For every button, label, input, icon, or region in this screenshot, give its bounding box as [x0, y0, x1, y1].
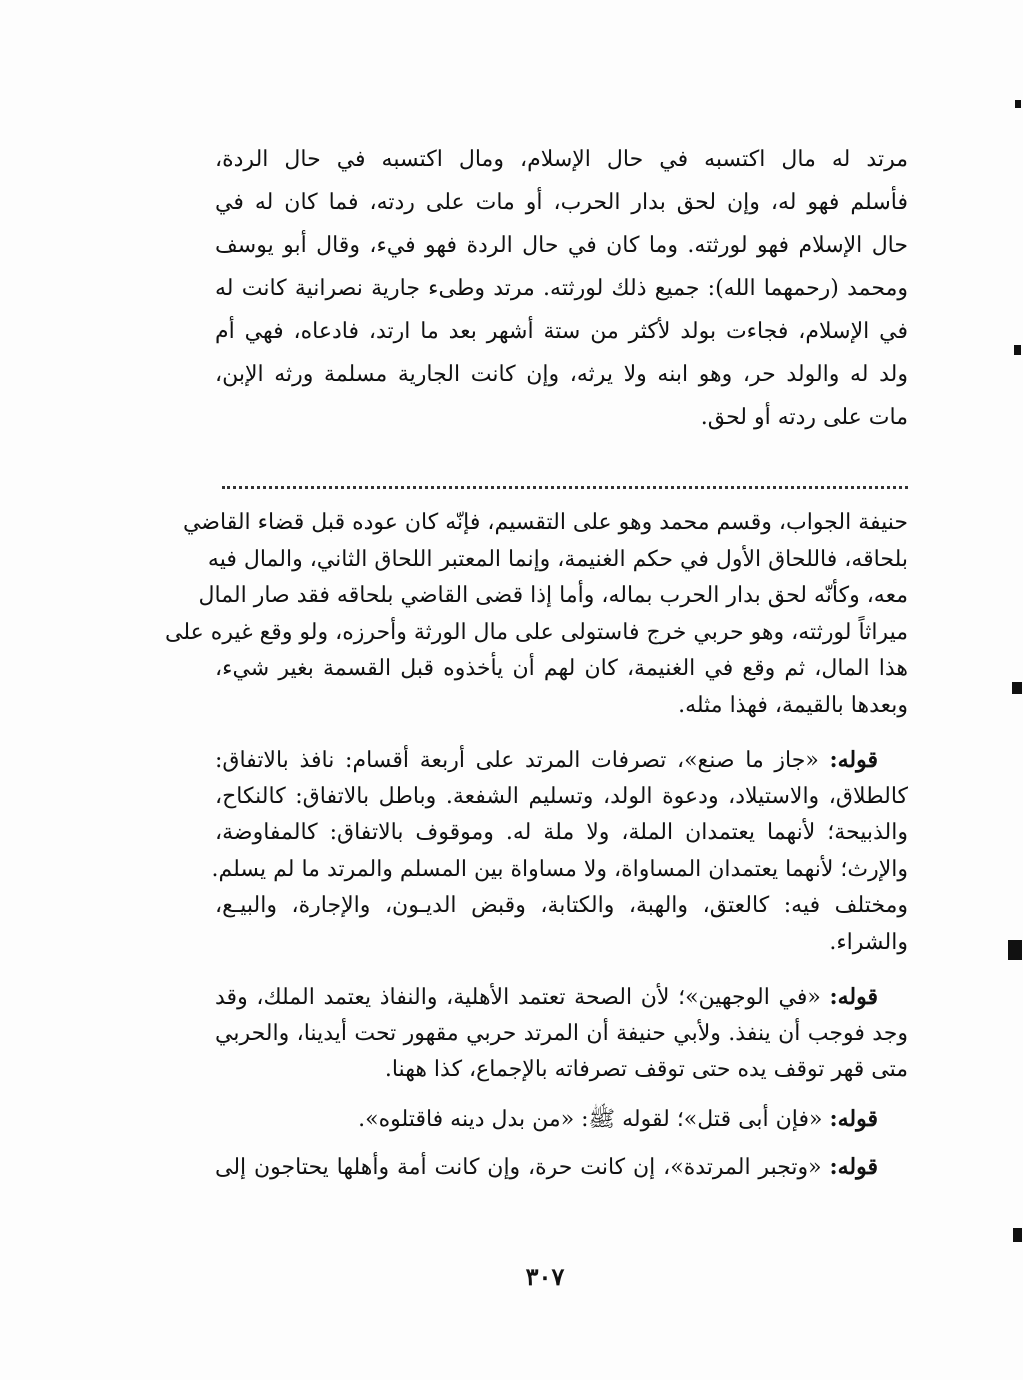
- commentary-p3-line-3: متى قهر توقف يده حتى توقف تصرفاته بالإجماع، كذا ههنا.: [384, 1057, 908, 1082]
- scan-edge-mark: [1012, 682, 1022, 694]
- main-line-6: ولد له والولد حر، وهو ابنه ولا يرثه، وإن كانت الجارية مسلمة ورثه الإبن،: [215, 362, 908, 387]
- commentary-p2-line-1-text: «جاز ما صنع»، تصرفات المرتد على أربعة أقسام: نافذ بالاتفاق:: [215, 748, 819, 773]
- commentary-p2-line-1: [215, 742, 908, 779]
- commentary-p5-text: «وتجبر المرتدة»، إن كانت حرة، وإن كانت أمة وأهلها يحتاجون إلى: [215, 1155, 822, 1180]
- commentary-p5-line-1: [215, 1149, 908, 1186]
- qawluhu-label: قوله:: [829, 984, 878, 1010]
- main-line-7: مات على ردته أو لحق.: [700, 405, 908, 430]
- scan-edge-mark: [1014, 345, 1021, 355]
- qawluhu-label: قوله:: [829, 747, 878, 773]
- paragraph-gap: [215, 724, 908, 742]
- main-line-4: ومحمد (رحمهما الله): جميع ذلك لورثته. مرتد وطىء جارية نصرانية كانت له: [215, 276, 908, 301]
- commentary-p1-line-5: هذا المال، ثم وقع في الغنيمة، كان لهم أن يأخذوه قبل القسمة بغير شيء،: [215, 656, 908, 681]
- paragraph-gap: [215, 1089, 908, 1101]
- commentary-p3-line-2: وجد فوجب أن ينفذ. ولأبي حنيفة أن المرتد حربي مقهور تحت أيدينا، والحربي: [215, 1020, 908, 1046]
- commentary-p4-text: «فإن أبى قتل»؛ لقوله ﷺ: «من بدل دينه فاقتلوه».: [358, 1106, 823, 1132]
- qawluhu-label: قوله:: [829, 1154, 878, 1180]
- commentary-p1-line-6: وبعدها بالقيمة، فهذا مثله.: [678, 692, 908, 718]
- main-text: [215, 138, 908, 439]
- page-number: ٣٠٧: [525, 1262, 565, 1291]
- main-line-5: في الإسلام، فجاءت بولد لأكثر من ستة أشهر بعد ما ارتد، فادعاه، فهي أم: [215, 319, 908, 344]
- scan-edge-mark: [1015, 100, 1021, 108]
- commentary-p2-line-5: ومختلف فيه: كالعتق، والهبة، والكتابة، وقبض الديـون، والإجارة، والبيـع،: [215, 893, 908, 918]
- commentary-p4-line-1: [215, 1101, 908, 1138]
- commentary-p1-line-4: ميراثاً لورثته، وهو حربي خرج فاستولى على مال الورثة وأحرزه، ولو وقع غيره على: [165, 619, 908, 645]
- commentary-p2-line-4: والإرث؛ لأنهما يعتمدان المساواة، ولا مساواة بين المسلم والمرتد ما لم يسلم.: [211, 856, 908, 882]
- paragraph-gap: [215, 961, 908, 979]
- main-line-1: مرتد له مال اكتسبه في حال الإسلام، ومال اكتسبه في حال الردة،: [215, 147, 908, 172]
- qawluhu-label: قوله:: [829, 1105, 878, 1132]
- commentary-p1-line-2: بلحاقه، فاللحاق الأول في حكم الغنيمة، وإنما المعتبر اللحاق الثاني، والمال فيه: [207, 546, 908, 572]
- commentary-p3-line-1-text: «في الوجهين»؛ لأن الصحة تعتمد الأهلية، والنفاذ يعتمد الملك، وقد: [215, 985, 821, 1010]
- scan-edge-mark: [1013, 1228, 1022, 1242]
- dotted-divider: [222, 486, 908, 489]
- main-line-2: فأسلم فهو له، وإن لحق بدار الحرب، أو مات على ردته، فما كان له في: [215, 190, 908, 215]
- commentary-p3-line-1: [215, 979, 908, 1016]
- commentary-p2-line-6: والشراء.: [829, 929, 908, 955]
- commentary-p2-line-3: والذبيحة؛ لأنهما يعتمدان الملة، ولا ملة له. وموقوف بالاتفاق: كالمفاوضة،: [215, 820, 908, 845]
- commentary-p1-line-1: حنيفة الجواب، وقسم محمد وهو على التقسيم، فإنّه كان عوده قبل قضاء القاضي: [182, 510, 908, 535]
- paragraph-gap: [215, 1137, 908, 1149]
- commentary-p2-line-2: كالطلاق، والاستيلاد، ودعوة الولد، وتسليم الشفعة. وباطل بالاتفاق: كالنكاح،: [215, 783, 908, 809]
- commentary-p1-line-3: معه، وكأنّه لحق بدار الحرب بماله، وأما إذا قضى القاضي بلحاقه فقد صار المال: [198, 583, 908, 608]
- main-line-3: حال الإسلام فهو لورثته. وما كان في حال الردة فهو فيء، وقال أبو يوسف: [215, 233, 908, 258]
- commentary-text: [165, 505, 908, 1186]
- scan-edge-mark: [1008, 940, 1022, 960]
